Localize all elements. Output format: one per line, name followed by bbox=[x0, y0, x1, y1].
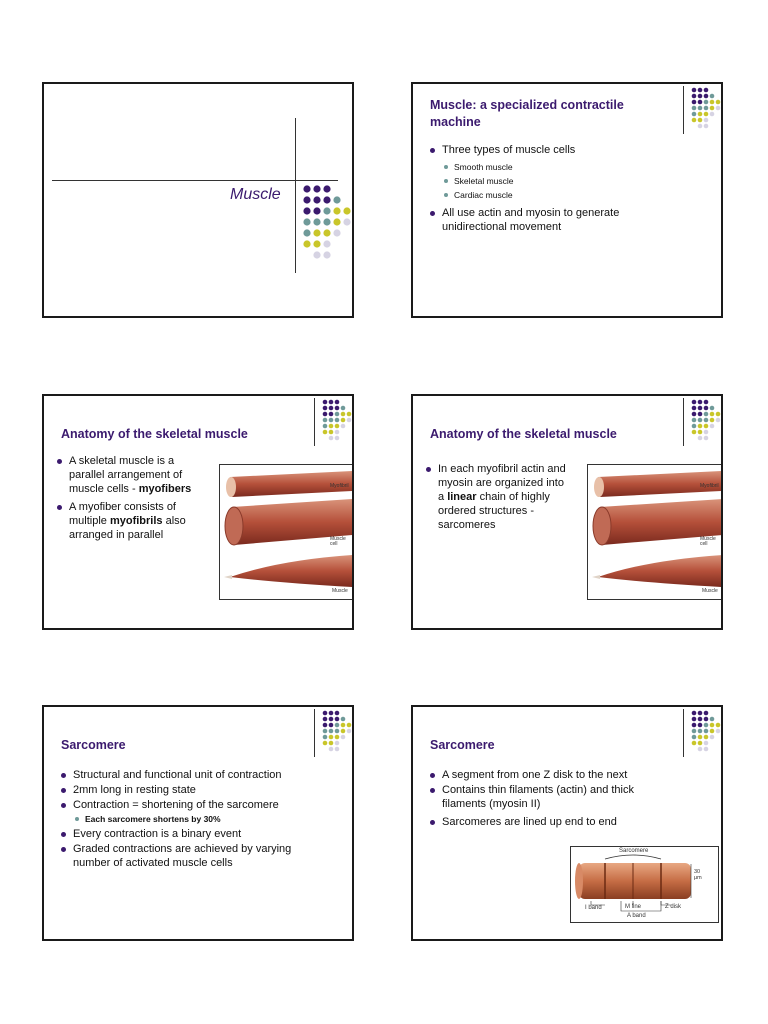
slide-title: Muscle: a specialized contractile machine bbox=[430, 98, 624, 129]
page-title: Muscle bbox=[230, 186, 281, 203]
bullet-list bbox=[60, 768, 348, 874]
corner-vertical-rule bbox=[314, 398, 315, 446]
list-item: Smooth muscle bbox=[442, 160, 709, 174]
slide-title: Anatomy of the skeletal muscle bbox=[61, 427, 248, 441]
slide-5 bbox=[42, 705, 354, 941]
z-disk-label: Z disk bbox=[665, 904, 682, 910]
bullet-list bbox=[56, 454, 221, 546]
corner-vertical-rule bbox=[683, 86, 684, 134]
dot-grid-decoration bbox=[321, 709, 354, 759]
dot-grid-decoration bbox=[302, 184, 352, 264]
muscle-anatomy-figure bbox=[219, 464, 353, 600]
slide-3 bbox=[42, 394, 354, 630]
m-line-label: M line bbox=[625, 904, 642, 910]
corner-vertical-rule bbox=[314, 709, 315, 757]
list-item: A segment from one Z disk to the next bbox=[429, 768, 717, 782]
bullet-list bbox=[429, 768, 717, 833]
list-item: Each sarcomere shortens by 30% bbox=[73, 812, 348, 826]
muscle-label: Muscle bbox=[702, 588, 718, 594]
list-item: Structural and functional unit of contraction bbox=[60, 768, 348, 782]
list-item: In each myofibril actin and myosin are organized into a linear chain of highly ordered structures - sarcomeres bbox=[425, 462, 590, 532]
corner-vertical-rule bbox=[683, 398, 684, 446]
list-item: A myofiber consists of multiple myofibrils also arranged in parallel bbox=[56, 500, 221, 542]
muscle-label: Muscle bbox=[332, 588, 348, 594]
list-item: Contraction = shortening of the sarcomere Each sarcomere shortens by 30% bbox=[60, 798, 348, 826]
bullet-list bbox=[429, 143, 709, 238]
muscle-anatomy-figure bbox=[587, 464, 723, 600]
list-item: Sarcomeres are lined up end to end bbox=[429, 815, 717, 829]
myofibril-label: Myofibril bbox=[700, 483, 719, 489]
sub-list bbox=[73, 812, 348, 826]
list-item: Skeletal muscle bbox=[442, 174, 709, 188]
title-vertical-rule bbox=[295, 118, 296, 273]
slide-title: Sarcomere bbox=[61, 738, 126, 752]
i-band-label: I band bbox=[585, 905, 602, 911]
slide-2 bbox=[411, 82, 723, 318]
dot-grid-decoration bbox=[690, 398, 723, 448]
slide-title: Sarcomere bbox=[430, 738, 495, 752]
size-label: 30 μm bbox=[694, 869, 702, 881]
a-band-label: A band bbox=[627, 913, 646, 919]
list-item: Contains thin filaments (actin) and thick filaments (myosin II) bbox=[429, 783, 717, 811]
slide-1 bbox=[42, 82, 354, 318]
bullet-list bbox=[425, 462, 590, 536]
muscle-cell-label: Muscle cell bbox=[330, 536, 346, 547]
myofibril-label: Myofibril bbox=[330, 483, 349, 489]
slide-title: Anatomy of the skeletal muscle bbox=[430, 427, 617, 441]
list-item: Every contraction is a binary event bbox=[60, 827, 348, 841]
dot-grid-decoration bbox=[321, 398, 354, 448]
list-item: A skeletal muscle is a parallel arrangement of muscle cells - myofibers bbox=[56, 454, 221, 496]
muscle-cell-label: Muscle cell bbox=[700, 536, 716, 547]
corner-vertical-rule bbox=[683, 709, 684, 757]
title-horizontal-rule bbox=[52, 180, 338, 181]
dot-grid-decoration bbox=[690, 709, 723, 759]
list-item: Graded contractions are achieved by varying number of activated muscle cells bbox=[60, 842, 348, 870]
sub-list bbox=[442, 160, 709, 202]
dot-grid-decoration bbox=[690, 86, 723, 136]
slide-6 bbox=[411, 705, 723, 941]
list-item: 2mm long in resting state bbox=[60, 783, 348, 797]
sarcomere-figure bbox=[570, 846, 719, 923]
list-item: All use actin and myosin to generate unidirectional movement bbox=[429, 206, 709, 234]
list-item: Three types of muscle cells Smooth muscle Skeletal muscle Cardiac muscle bbox=[429, 143, 709, 202]
sarcomere-label: Sarcomere bbox=[619, 848, 649, 854]
slide-4 bbox=[411, 394, 723, 630]
list-item: Cardiac muscle bbox=[442, 188, 709, 202]
